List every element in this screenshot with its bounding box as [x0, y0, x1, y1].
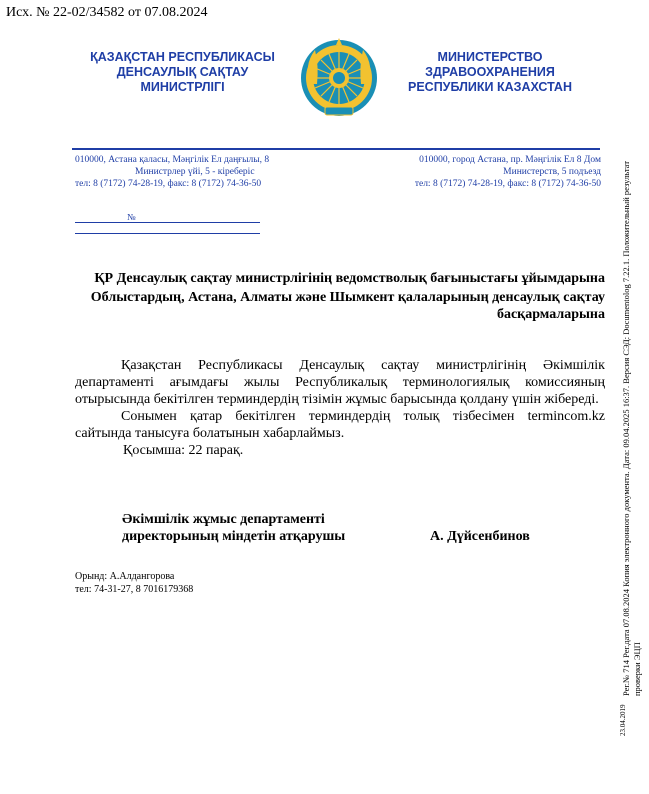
address-russian: 010000, город Астана, пр. Мәңгілік Ел 8 Дом Министерств, 5 подъезд тел: 8 (7172) 74-28-19, факс: 8 (7172) 74-36-50: [414, 155, 601, 189]
address-kazakh: 010000, Астана қаласы, Мәңгілік Ел даңғылы, 8 Министрлер үйі, 5 - кіреберіс тел: 8 (7172) 74-28-19, факс: 8 (7172) 74-36-50: [75, 155, 270, 189]
header-divider: [72, 148, 600, 150]
ministry-name-russian: МИНИСТЕРСТВО ЗДРАВООХРАНЕНИЯ РЕСПУБЛИКИ КАЗАХСТАН: [408, 50, 572, 94]
executor-info: Орынд: А.Алдангорова тел: 74-31-27, 8 7016179368: [75, 571, 194, 595]
letter-body: [75, 357, 605, 459]
body-paragraph: Қазақстан Республикасы Денсаулық сақтау министрлігінің Әкімшілік департаменті ағымдағы жылы Республикалық терминологиялық комиссияның отырысында бекітілген терминдердің тізімін жұмыс барысында қолдану үшін жібереді.: [75, 358, 605, 407]
signer-name: А. Дүйсенбинов: [430, 529, 530, 544]
outgoing-reference: Исх. № 22-02/34582 от 07.08.2024: [6, 5, 208, 20]
addressee-line: Облыстардың, Астана, Алматы және Шымкент қалаларының денсаулық сақтау басқармаларына: [90, 290, 605, 322]
attachment-note: Қосымша: 22 парақ.: [123, 443, 244, 458]
registration-number-line: №: [75, 212, 260, 234]
addressee-block: [80, 270, 605, 325]
addressee-line: ҚР Денсаулық сақтау министрлігінің ведомстволық бағыныстағы ұйымдарына: [94, 271, 605, 286]
state-emblem-icon: [299, 36, 379, 120]
small-date-stamp: 23.04.2019: [619, 704, 627, 736]
body-paragraph: Сонымен қатар бекітілген терминдердің толық тізбесімен termincom.kz сайтында танысуға болатынын хабарлаймыз.: [75, 409, 605, 441]
signer-position: Әкімшілік жұмыс департаменті директорының міндетін атқарушы: [122, 512, 346, 544]
electronic-document-stamp: Рег.№ 714 Рег.дата 07.08.2024 Копия электронного документа. Дата: 09.04.2025 16:37. Версия СЭД: Documentolog 7.22.1. Положительный результат проверки ЭЦП: [621, 161, 642, 696]
ministry-name-kazakh: ҚАЗАҚСТАН РЕСПУБЛИКАСЫ ДЕНСАУЛЫҚ САҚТАУ МИНИСТРЛІГІ: [90, 50, 275, 94]
